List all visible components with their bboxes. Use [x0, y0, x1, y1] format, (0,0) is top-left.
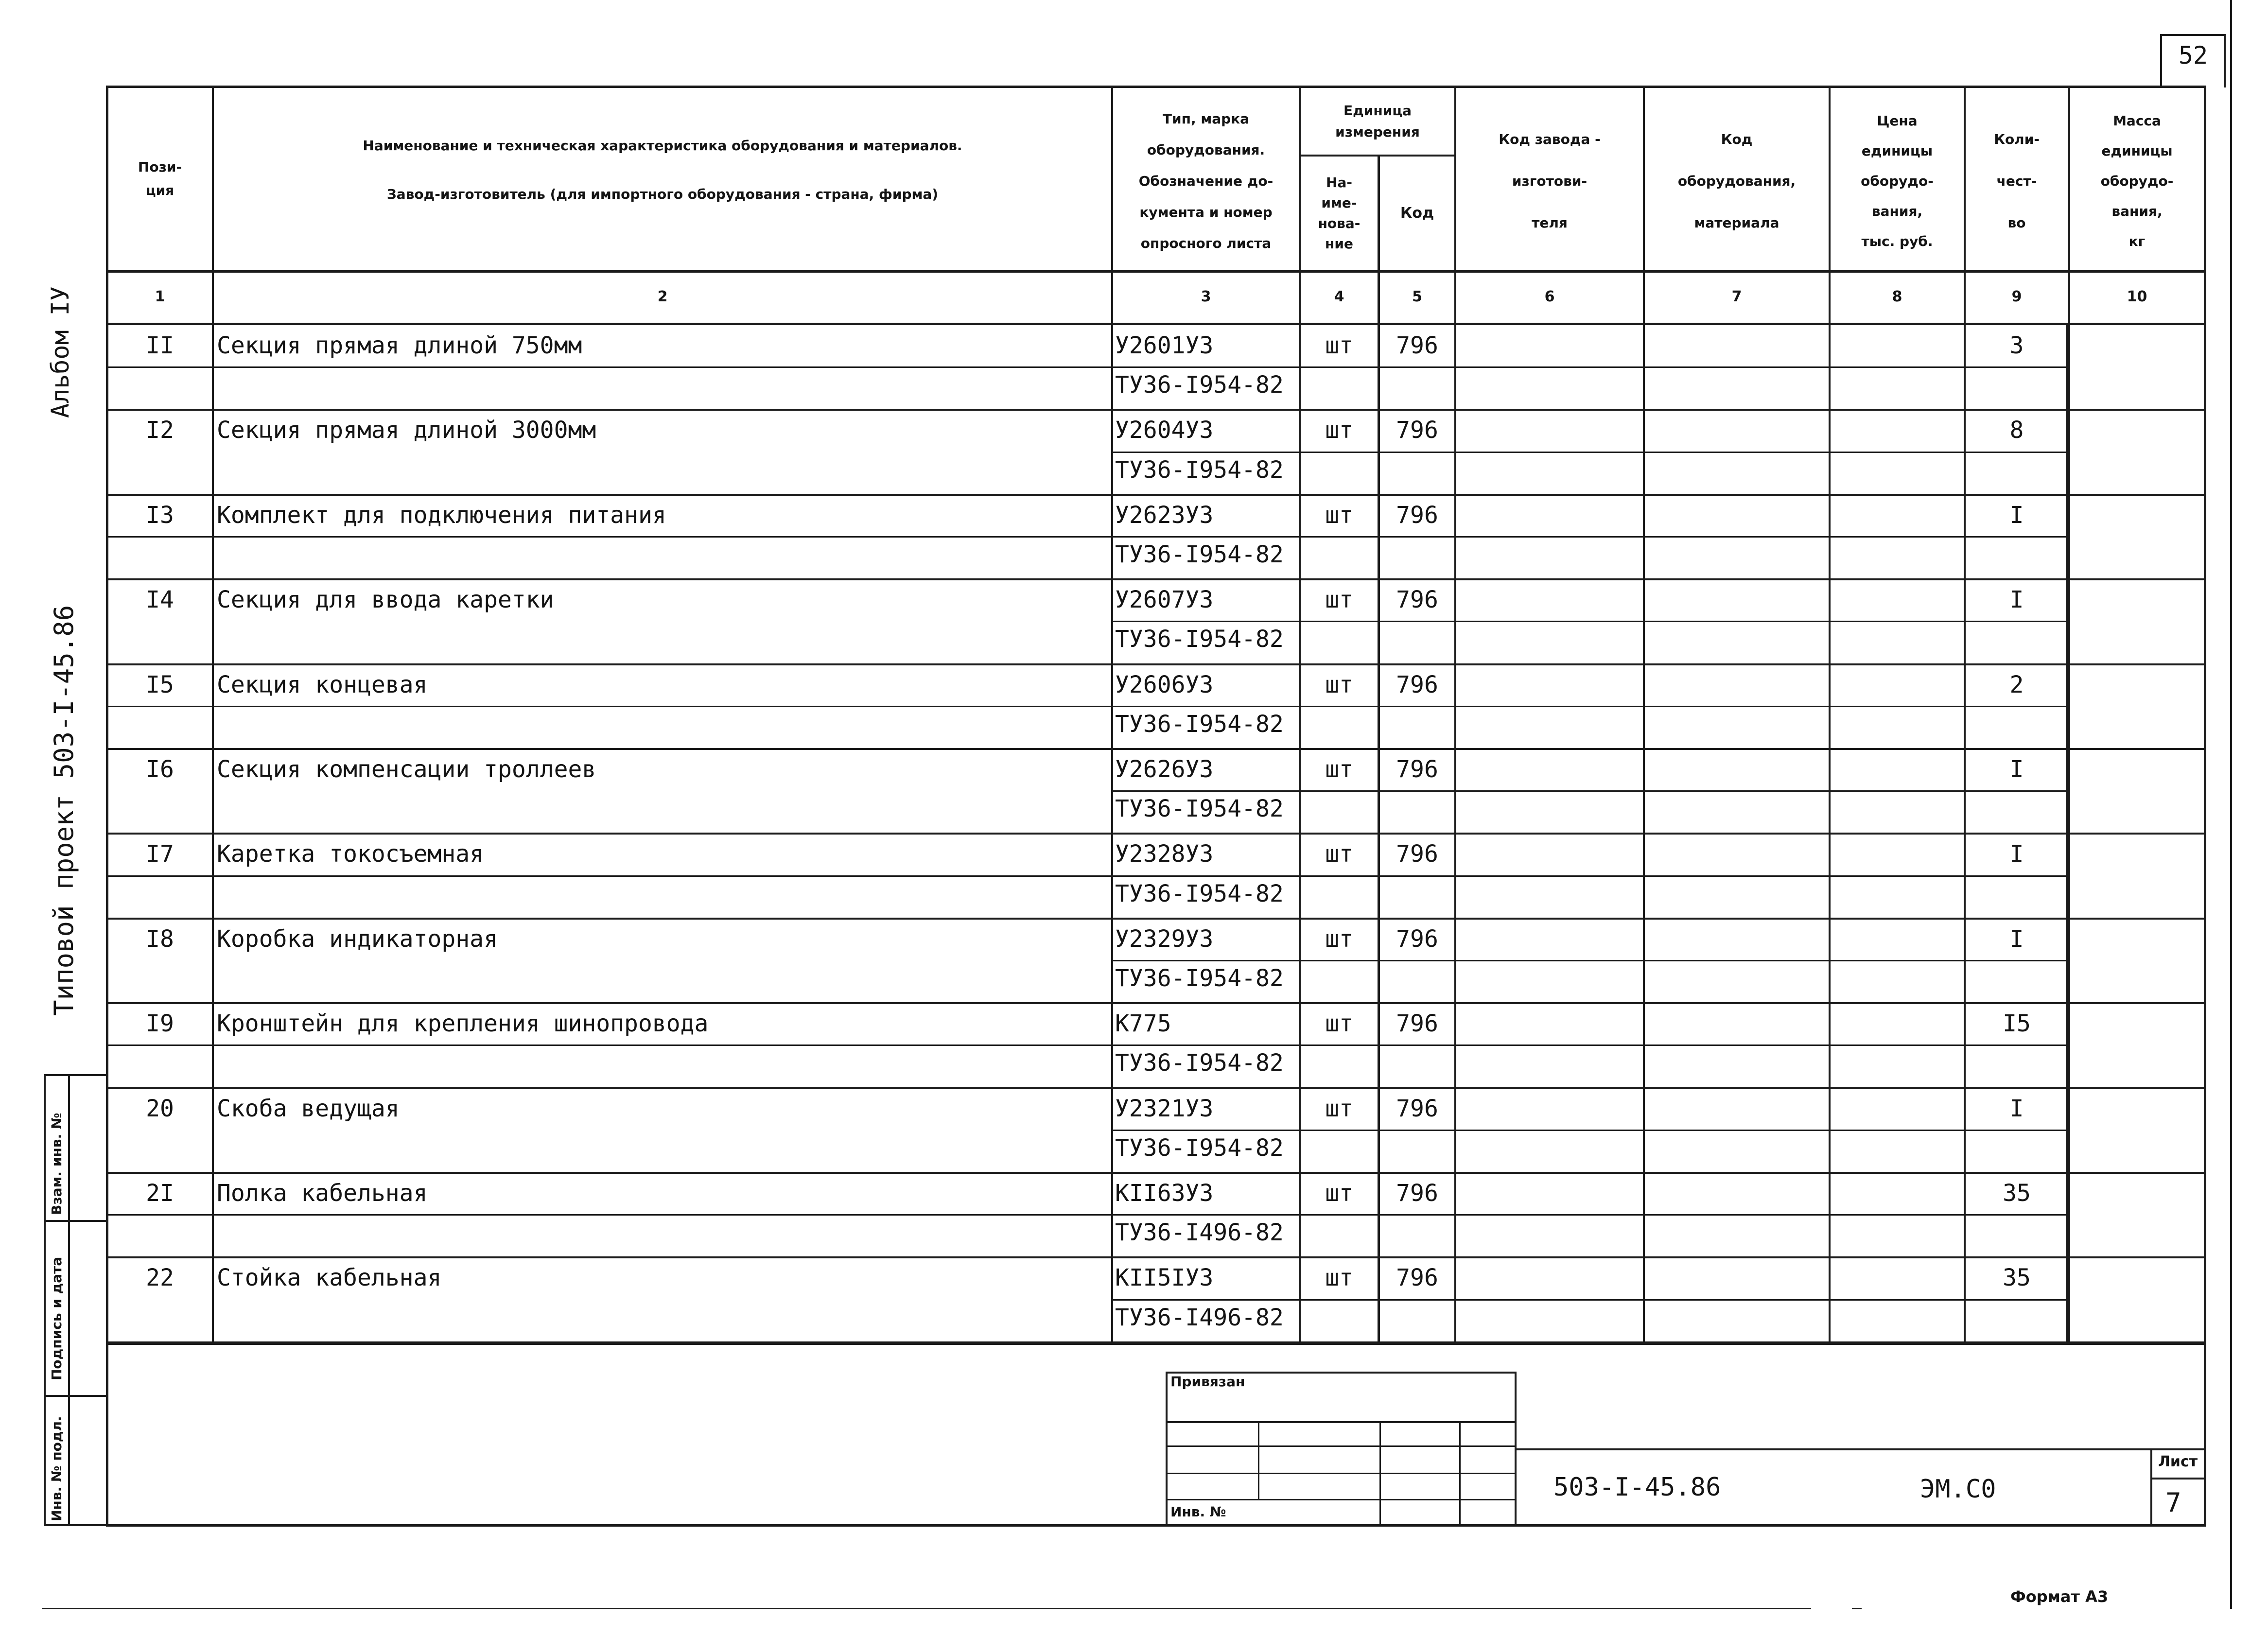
cell-quantity: I	[2009, 586, 2024, 614]
cell-position: I3	[146, 501, 174, 529]
header-name-line1: Наименование и техническая характеристика оборудования и материалов.	[363, 138, 962, 154]
cell-position: 2I	[146, 1180, 174, 1207]
cell-unit: шт	[1325, 1095, 1353, 1122]
cell-unit-code: 796	[1396, 417, 1438, 444]
col-number: 10	[2127, 288, 2147, 305]
cell-quantity: I	[2009, 840, 2024, 868]
cell-document: ТУ36-I954-82	[1115, 1134, 1284, 1162]
cell-position: I8	[146, 925, 174, 953]
cell-quantity: 35	[2003, 1180, 2031, 1207]
cell-position: I4	[146, 586, 174, 614]
header-position: Пози- ция	[138, 159, 182, 198]
col-number: 1	[155, 288, 165, 305]
cell-unit-code: 796	[1396, 756, 1438, 783]
cell-type: КII5IУ3	[1115, 1264, 1214, 1292]
cell-quantity: 2	[2009, 671, 2024, 698]
vzam-inv-label: Взам. инв. №	[49, 1113, 65, 1215]
header-factory-code: Код завода - изготови- теля	[1499, 131, 1601, 231]
cell-name: Секция для ввода каретки	[217, 586, 554, 614]
cell-quantity: 3	[2009, 332, 2024, 359]
cell-type: У2329У3	[1115, 925, 1214, 953]
col-number: 2	[657, 288, 668, 305]
cell-quantity: I	[2009, 501, 2024, 529]
format-label: Формат А3	[2010, 1587, 2109, 1606]
cell-position: I2	[146, 417, 174, 444]
cell-name: Стойка кабельная	[217, 1264, 442, 1292]
cell-position: II	[146, 332, 174, 359]
cell-quantity: I5	[2003, 1010, 2031, 1038]
cell-unit-code: 796	[1396, 840, 1438, 868]
cell-unit: шт	[1325, 1180, 1353, 1207]
cell-name: Каретка токосъемная	[217, 840, 484, 868]
cell-unit: шт	[1325, 1264, 1353, 1292]
col-number: 8	[1892, 288, 1902, 305]
cell-position: 20	[146, 1095, 174, 1122]
cell-name: Коробка индикаторная	[217, 925, 498, 953]
cell-name: Секция прямая длиной 3000мм	[217, 417, 596, 444]
cell-unit: шт	[1325, 501, 1353, 529]
cell-position: I5	[146, 671, 174, 698]
cell-document: ТУ36-I954-82	[1115, 456, 1284, 484]
cell-type: У2623У3	[1115, 501, 1214, 529]
cell-type: У2606У3	[1115, 671, 1214, 698]
document-mark: ЭМ.С0	[1920, 1475, 1996, 1504]
cell-document: ТУ36-I954-82	[1115, 880, 1284, 907]
cell-unit: шт	[1325, 925, 1353, 953]
cell-type: К775	[1115, 1010, 1171, 1038]
cell-quantity: I	[2009, 925, 2024, 953]
cell-unit: шт	[1325, 840, 1353, 868]
cell-name: Комплект для подключения питания	[217, 501, 666, 529]
col-number: 7	[1731, 288, 1742, 305]
cell-document: ТУ36-I954-82	[1115, 795, 1284, 823]
cell-unit: шт	[1325, 756, 1353, 783]
cell-unit-code: 796	[1396, 332, 1438, 359]
cell-unit-code: 796	[1396, 586, 1438, 614]
cell-position: 22	[146, 1264, 174, 1292]
cell-unit: шт	[1325, 417, 1353, 444]
cell-unit-code: 796	[1396, 1264, 1438, 1292]
cell-name: Полка кабельная	[217, 1180, 428, 1207]
cell-unit-code: 796	[1396, 1010, 1438, 1038]
cell-name: Секция концевая	[217, 671, 428, 698]
project-title: Типовой проект 503-I-45.86	[49, 605, 79, 1016]
cell-unit-code: 796	[1396, 671, 1438, 698]
cell-type: У2321У3	[1115, 1095, 1214, 1122]
cell-quantity: I	[2009, 1095, 2024, 1122]
header-unit-code: Код	[1400, 205, 1434, 222]
header-unit-name: На- име- нова- ние	[1318, 174, 1361, 252]
col-number: 3	[1201, 288, 1211, 305]
cell-unit: шт	[1325, 332, 1353, 359]
sheet-number: 7	[2165, 1487, 2181, 1518]
cell-type: КII63У3	[1115, 1180, 1214, 1207]
header-quantity: Коли- чест- во	[1994, 131, 2040, 231]
cell-type: У2604У3	[1115, 417, 1214, 444]
header-mass: Масса единицы оборудо- вания, кг	[2100, 113, 2174, 249]
inv-podl-label: Инв. № подл.	[49, 1416, 65, 1521]
col-number: 6	[1544, 288, 1555, 305]
col-number: 9	[2011, 288, 2022, 305]
cell-position: I6	[146, 756, 174, 783]
col-number: 5	[1412, 288, 1422, 305]
cell-unit: шт	[1325, 1010, 1353, 1038]
cell-type: У2328У3	[1115, 840, 1214, 868]
header-price: Цена единицы оборудо- вания, тыс. руб.	[1861, 113, 1934, 249]
cell-document: ТУ36-I496-82	[1115, 1219, 1284, 1247]
cell-unit-code: 796	[1396, 1180, 1438, 1207]
header-name-line2: Завод-изготовитель (для импортного оборудования - страна, фирма)	[386, 186, 939, 202]
inv-no-label: Инв. №	[1170, 1504, 1226, 1520]
header-type: Тип, марка оборудования. Обозначение до- кумента и номер опросного листа	[1138, 111, 1274, 251]
cell-name: Кронштейн для крепления шинопровода	[217, 1010, 709, 1038]
cell-type: У2601У3	[1115, 332, 1214, 359]
cell-type: У2626У3	[1115, 756, 1214, 783]
cell-position: I7	[146, 840, 174, 868]
cell-unit-code: 796	[1396, 501, 1438, 529]
cell-unit-code: 796	[1396, 925, 1438, 953]
cell-unit: шт	[1325, 586, 1353, 614]
cell-document: ТУ36-I496-82	[1115, 1304, 1284, 1331]
cell-type: У2607У3	[1115, 586, 1214, 614]
cell-position: I9	[146, 1010, 174, 1038]
header-equipment-code: Код оборудования, материала	[1677, 131, 1796, 231]
cell-document: ТУ36-I954-82	[1115, 626, 1284, 653]
cell-unit: шт	[1325, 671, 1353, 698]
cell-document: ТУ36-I954-82	[1115, 1049, 1284, 1077]
document-designation: 503-I-45.86	[1553, 1473, 1721, 1502]
cell-name: Скоба ведущая	[217, 1095, 400, 1122]
cell-document: ТУ36-I954-82	[1115, 710, 1284, 738]
cell-quantity: I	[2009, 756, 2024, 783]
cell-name: Секция компенсации троллеев	[217, 756, 596, 783]
cell-quantity: 8	[2009, 417, 2024, 444]
cell-unit-code: 796	[1396, 1095, 1438, 1122]
page-number: 52	[2178, 41, 2208, 70]
col-number: 4	[1334, 288, 1344, 305]
cell-document: ТУ36-I954-82	[1115, 965, 1284, 992]
sheet-label: Лист	[2158, 1453, 2198, 1470]
header-unit-group: Единица измерения	[1335, 103, 1420, 140]
cell-quantity: 35	[2003, 1264, 2031, 1292]
album-title: Альбом IУ	[46, 286, 74, 418]
cell-document: ТУ36-I954-82	[1115, 371, 1284, 399]
podpis-data-label: Подпись и дата	[49, 1256, 65, 1380]
cell-document: ТУ36-I954-82	[1115, 541, 1284, 568]
cell-name: Секция прямая длиной 750мм	[217, 332, 582, 359]
privyazan-label: Привязан	[1170, 1374, 1245, 1390]
